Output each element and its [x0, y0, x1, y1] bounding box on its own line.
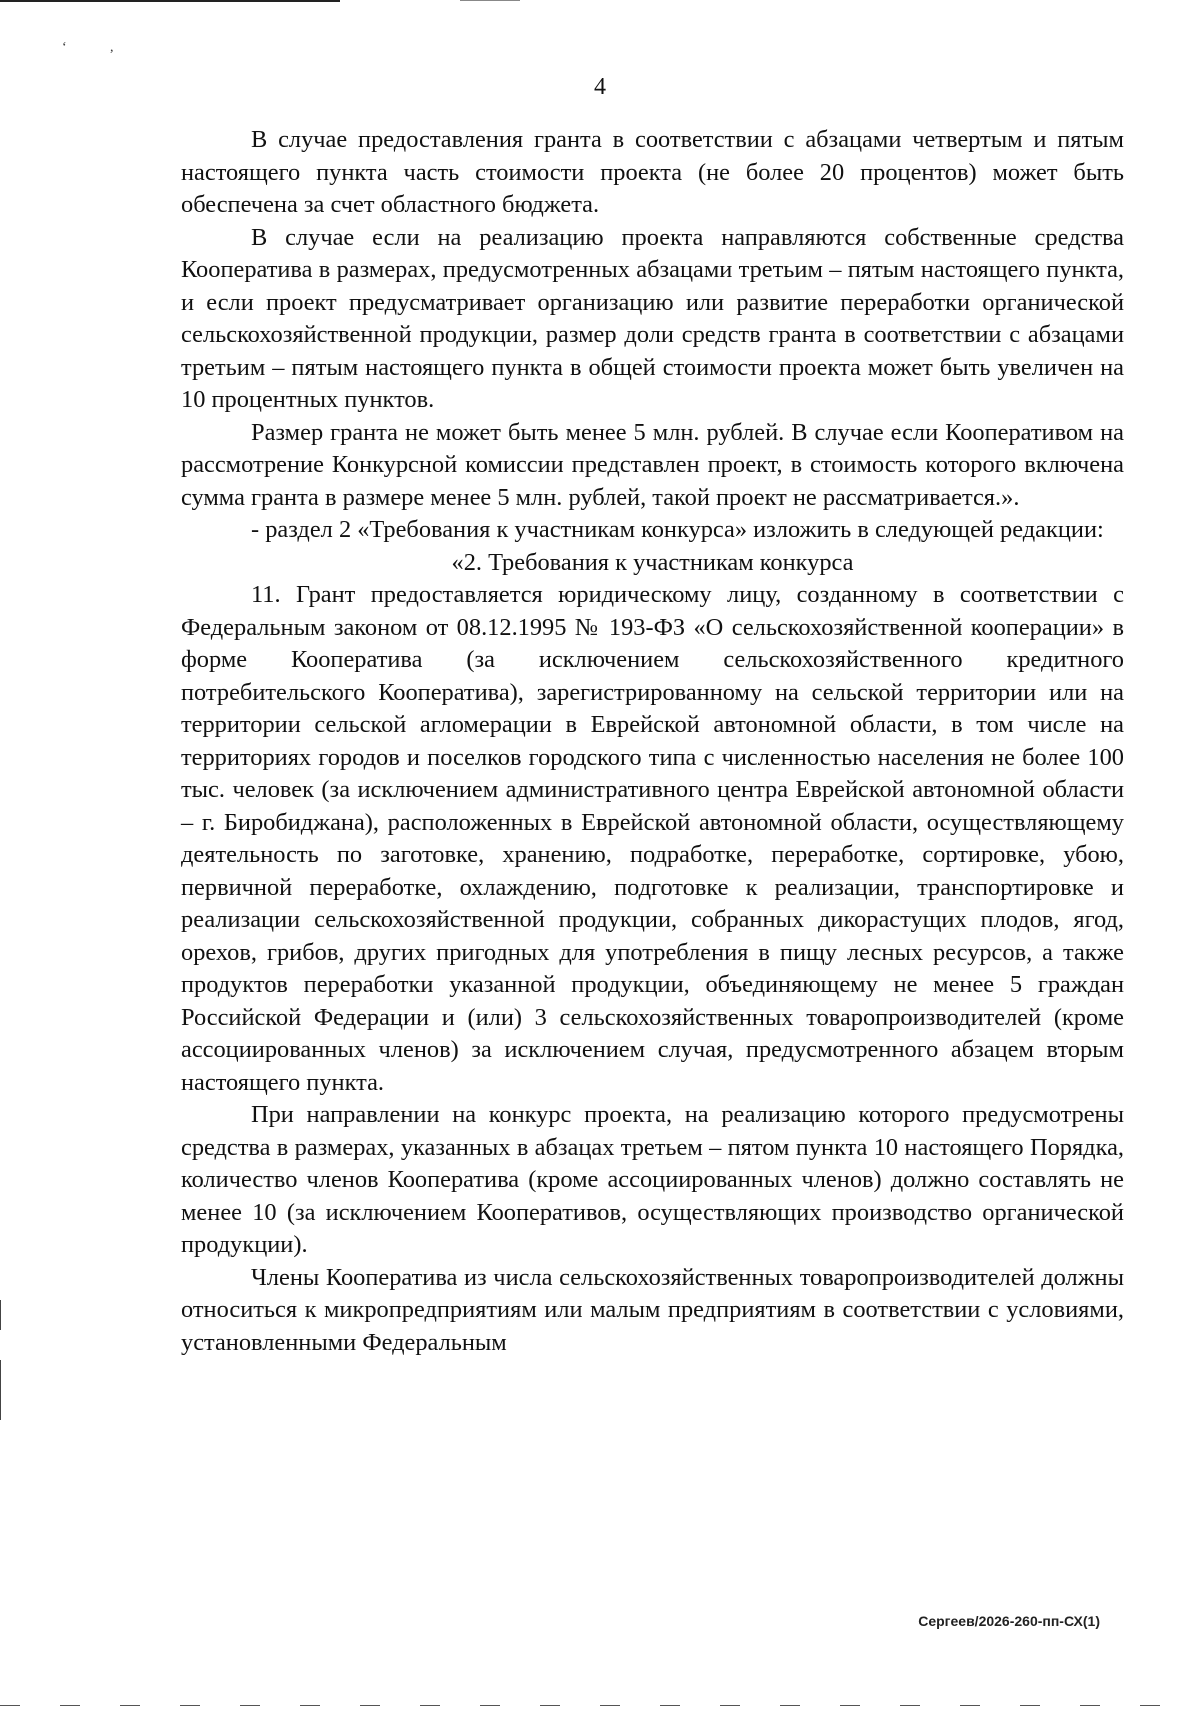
scan-artifact-top-line — [0, 0, 340, 2]
page-number: 4 — [594, 74, 606, 100]
paragraph: При направлении на конкурс проекта, на реализацию которого предусмотрены средства в размерах, указанных в абзацах третьем – пятом пункта 10 настоящего Порядка, количество членов Кооператива (кроме ассоциированных членов) должно составлять не менее 10 (за исключением Кооперативов, осуществляющих производство органической продукции). — [181, 1101, 1124, 1258]
scan-artifact-edge — [0, 1360, 1, 1420]
document-body — [181, 124, 1124, 1359]
scan-artifact-top-line-short — [460, 0, 520, 1]
paragraph: Члены Кооператива из числа сельскохозяйственных товаропроизводителей должны относиться к микропредприятиям или малым предприятиям в соответствии с условиями, установленными Федеральным — [181, 1263, 1124, 1356]
scan-artifact-bottom-line — [0, 1705, 1200, 1706]
document-reference: Сергеев/2026-260-пп-СХ(1) — [918, 1613, 1100, 1629]
scan-artifact-edge — [0, 1300, 1, 1330]
paragraph: Размер гранта не может быть менее 5 млн. рублей. В случае если Кооперативом на рассмотрение Конкурсной комиссии представлен проект, в стоимость которого включена сумма гранта в размере менее 5 млн. рублей, такой проект не рассматривается.». — [181, 418, 1124, 511]
scan-artifact-mark: , — [110, 40, 114, 55]
paragraph: В случае предоставления гранта в соответствии с абзацами четвертым и пятым настоящего пункта часть стоимости проекта (не более 20 процентов) может быть обеспечена за счет областного бюджета. — [181, 126, 1124, 218]
section-heading: «2. Требования к участникам конкурса — [451, 548, 854, 576]
paragraph: В случае если на реализацию проекта направляются собственные средства Кооператива в размерах, предусмотренных абзацами третьим – пятым настоящего пункта, и если проект предусматривает организацию или развитие переработки органической сельскохозяйственной продукции, размер доли средств гранта в соответствии с абзацами третьим – пятым настоящего пункта в общей стоимости проекта может быть увеличен на 10 процентных пунктов. — [181, 223, 1124, 413]
paragraph: - раздел 2 «Требования к участникам конкурса» изложить в следующей редакции: — [251, 516, 1104, 543]
paragraph: 11. Грант предоставляется юридическому лицу, созданному в соответствии с Федеральным законом от 08.12.1995 № 193-ФЗ «О сельскохозяйственной кооперации» в форме Кооператива (за исключением сельскохозяйственного кредитного потребительского Кооператива), зарегистрированному на сельской территории или на территории сельской агломерации в Еврейской автономной области, в том числе на территориях городов и поселков городского типа с численностью населения не более 100 тыс. человек (за исключением административного центра Еврейской автономной области – г. Биробиджана), расположенных в Еврейской автономной области, осуществляющему деятельность по заготовке, хранению, подработке, переработке, сортировке, убою, первичной переработке, охлаждению, подготовке к реализации, транспортировке и реализации сельскохозяйственной продукции, собранных дикорастущих плодов, ягод, орехов, грибов, других пригодных для употребления в пищу лесных ресурсов, а также продуктов переработки указанной продукции, объединяющему не менее 5 граждан Российской Федерации и (или) 3 сельскохозяйственных товаропроизводителей (кроме ассоциированных членов) за исключением случая, предусмотренного абзацем вторым настоящего пункта. — [181, 581, 1124, 1096]
scan-artifact-mark: ‘ — [62, 40, 67, 55]
